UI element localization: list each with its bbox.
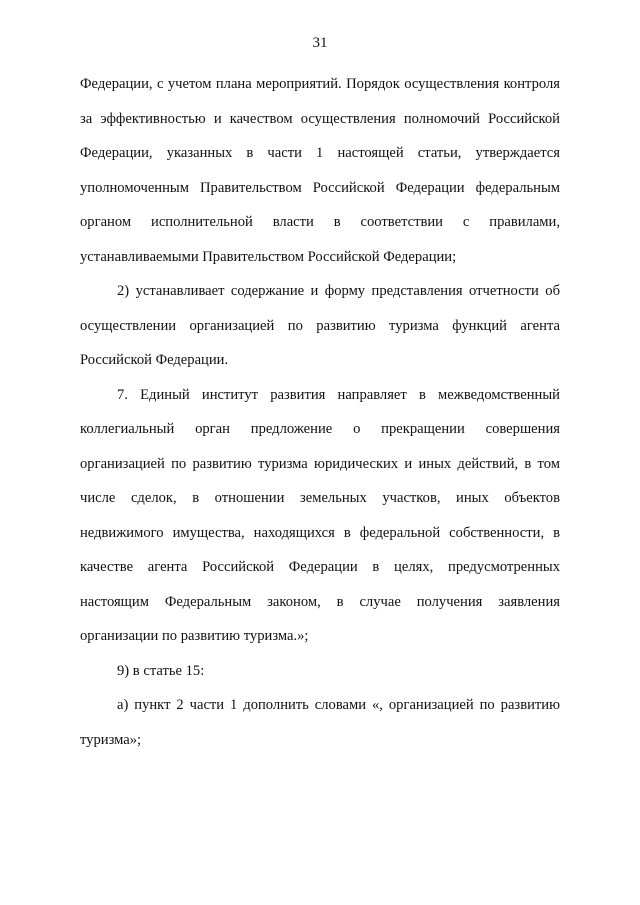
page-number: 31: [312, 35, 328, 51]
paragraph-item-2: 2) устанавливает содержание и форму представления отчетности об осуществлении организацией по развитию туризма функций агента Российской Федерации.: [80, 283, 560, 368]
paragraph-continuation: Федерации, с учетом плана мероприятий. Порядок осуществления контроля за эффективностью и качеством осуществления полномочий Российской Федерации, указанных в части 1 настоящей статьи, утверждается уполномоченным Правительством Российской Федерации федеральным органом исполнительной власти в соответствии с правилами, устанавливаемыми Правительством Российской Федерации;: [80, 76, 560, 265]
paragraph-item-9: 9) в статье 15:: [117, 662, 205, 679]
document-body: [80, 67, 560, 757]
paragraph-subitem-a: а) пункт 2 части 1 дополнить словами «, организацией по развитию туризма»;: [80, 697, 560, 748]
paragraph-section-7: 7. Единый институт развития направляет в межведомственный коллегиальный орган предложение о прекращении совершения организацией по развитию туризма юридических и иных действий, в том числе сделок, в отношении земельных участков, иных объектов недвижимого имущества, находящихся в федеральной собственности, в качестве агента Российской Федерации в целях, предусмотренных настоящим Федеральным законом, в случае получения заявления организации по развитию туризма.»;: [80, 386, 560, 644]
